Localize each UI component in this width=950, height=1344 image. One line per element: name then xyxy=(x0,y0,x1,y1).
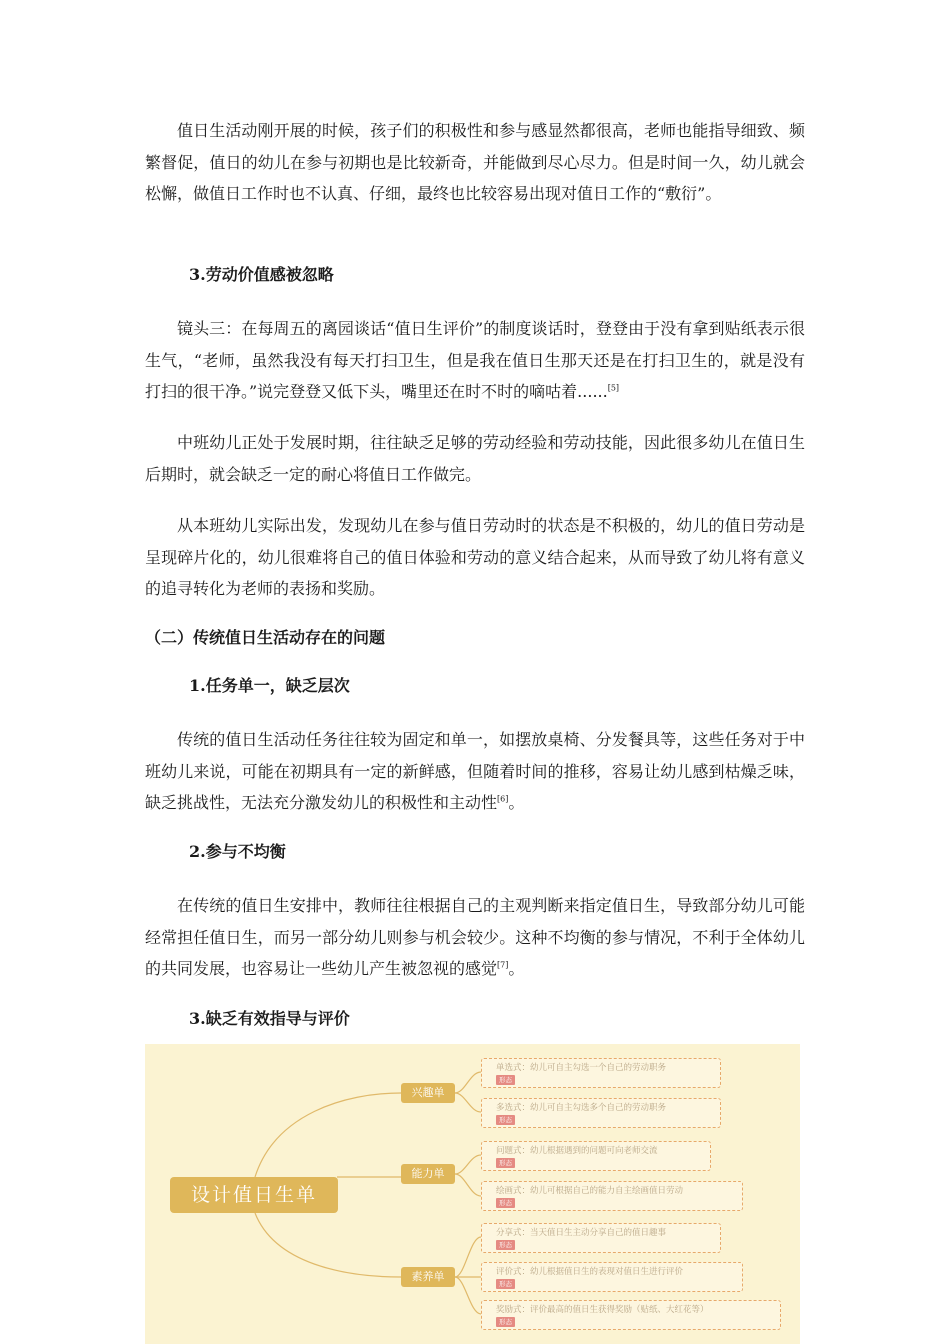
leaf-tag: 形态 xyxy=(496,1240,515,1250)
leaf-tag: 形态 xyxy=(496,1115,515,1125)
connector-interest-leaf1 xyxy=(455,1072,481,1093)
citation-7: [7] xyxy=(497,960,509,970)
connector-literacy-leaf3 xyxy=(455,1277,481,1314)
leaf-text: 多选式：幼儿可自主勾选多个自己的劳动职务 xyxy=(496,1103,667,1113)
connector-ability-leaf1 xyxy=(455,1155,481,1174)
paragraph-scene-three-text: 镜头三：在每周五的离园谈话“值日生评价”的制度谈话时，登登由于没有拿到贴纸表示很生气，“老师，虽然我没有每天打扫卫生，但是我在值日生那天还是在打扫卫生的，就是没有打扫的很干净。”说完登登又低下头，嘴里还在时不时的嘀咕着...... xyxy=(145,319,805,401)
paragraph-novelty-fades: 值日生活动刚开展的时候，孩子们的积极性和参与感显然都很高，老师也能指导细致、频繁督促，值日的幼儿在参与初期也是比较新奇，并能做到尽心尽力。但是时间一久，幼儿就会松懈，做值日工作时也不认真、仔细，最终也比较容易出现对值日工作的“敷衍”。 xyxy=(145,121,805,203)
paragraph-single-task-text: 传统的值日生活动任务往往较为固定和单一，如摆放桌椅、分发餐具等，这些任务对于中班幼儿来说，可能在初期具有一定的新鲜感，但随着时间的推移，容易让幼儿感到枯燥乏味，缺乏挑战性，无法充分激发幼儿的积极性和主动性 xyxy=(145,730,805,812)
paragraph-unbalanced xyxy=(145,890,805,985)
leaf-text: 绘画式：幼儿可根据自己的能力自主绘画值日劳动 xyxy=(496,1186,684,1196)
paragraph-lack-experience: 中班幼儿正处于发展时期，往往缺乏足够的劳动经验和劳动技能，因此很多幼儿在值日生后期时，就会缺乏一定的耐心将值日工作做完。 xyxy=(145,433,805,484)
leaf-text: 问题式：幼儿根据遇到的问题可向老师交流 xyxy=(496,1146,658,1156)
mindmap-leaf-single-choice xyxy=(481,1058,721,1088)
paragraph-single-task xyxy=(145,724,805,819)
heading-single-task: 1.任务单一，缺乏层次 xyxy=(189,676,350,695)
leaf-tag: 形态 xyxy=(496,1158,515,1168)
leaf-text: 评价式：幼儿根据值日生的表现对值日生进行评价 xyxy=(496,1267,684,1277)
paragraph-single-task-end: 。 xyxy=(508,793,525,812)
leaf-tag: 形态 xyxy=(496,1075,515,1085)
mindmap-branch-interest: 兴趣单 xyxy=(401,1083,455,1103)
mindmap-root-node: 设计值日生单 xyxy=(170,1177,338,1213)
paragraph-unbalanced-end: 。 xyxy=(508,959,525,978)
mindmap-leaf-evaluation xyxy=(481,1262,743,1292)
paragraph-unbalanced-text: 在传统的值日生安排中，教师往往根据自己的主观判断来指定值日生，导致部分幼儿可能经常担任值日生，而另一部分幼儿则参与机会较少。这种不均衡的参与情况，不利于全体幼儿的共同发展，也容易让一些幼儿产生被忽视的感觉 xyxy=(145,896,805,978)
heading-labor-value-ignored: 3.劳动价值感被忽略 xyxy=(189,265,334,284)
leaf-tag: 形态 xyxy=(496,1198,515,1208)
paragraph-fragmented-labor: 从本班幼儿实际出发，发现幼儿在参与值日劳动时的状态是不积极的，幼儿的值日劳动是呈现碎片化的，幼儿很难将自己的值日体验和劳动的意义结合起来，从而导致了幼儿将有意义的追寻转化为老师的表扬和奖励。 xyxy=(145,516,805,598)
citation-5: [5] xyxy=(607,383,620,393)
leaf-tag: 形态 xyxy=(496,1317,515,1327)
mindmap-leaf-drawing xyxy=(481,1181,743,1211)
connector-root-interest xyxy=(255,1093,401,1177)
section-heading-problems: （二）传统值日生活动存在的问题 xyxy=(145,628,386,647)
heading-lack-guidance: 3.缺乏有效指导与评价 xyxy=(189,1009,350,1028)
citation-6: [6] xyxy=(497,794,509,804)
mindmap-leaf-reward xyxy=(481,1300,781,1330)
mindmap-branch-literacy: 素养单 xyxy=(401,1267,455,1287)
connector-literacy-leaf1 xyxy=(455,1237,481,1277)
connector-ability-leaf2 xyxy=(455,1174,481,1196)
connector-interest-leaf2 xyxy=(455,1093,481,1112)
connector-root-literacy xyxy=(255,1213,401,1277)
paragraph-scene-three xyxy=(145,313,805,408)
mindmap-leaf-multi-choice xyxy=(481,1098,721,1128)
mindmap-leaf-sharing xyxy=(481,1223,721,1253)
leaf-text: 奖励式：评价最高的值日生获得奖励（贴纸、大红花等） xyxy=(496,1305,709,1315)
mindmap-figure xyxy=(145,1044,800,1344)
leaf-text: 分享式：当天值日生主动分享自己的值日趣事 xyxy=(496,1228,667,1238)
leaf-tag: 形态 xyxy=(496,1279,515,1289)
mindmap-branch-ability: 能力单 xyxy=(401,1164,455,1184)
heading-unbalanced: 2.参与不均衡 xyxy=(189,842,286,861)
mindmap-leaf-question xyxy=(481,1141,711,1171)
leaf-text: 单选式：幼儿可自主勾选一个自己的劳动职务 xyxy=(496,1063,667,1073)
